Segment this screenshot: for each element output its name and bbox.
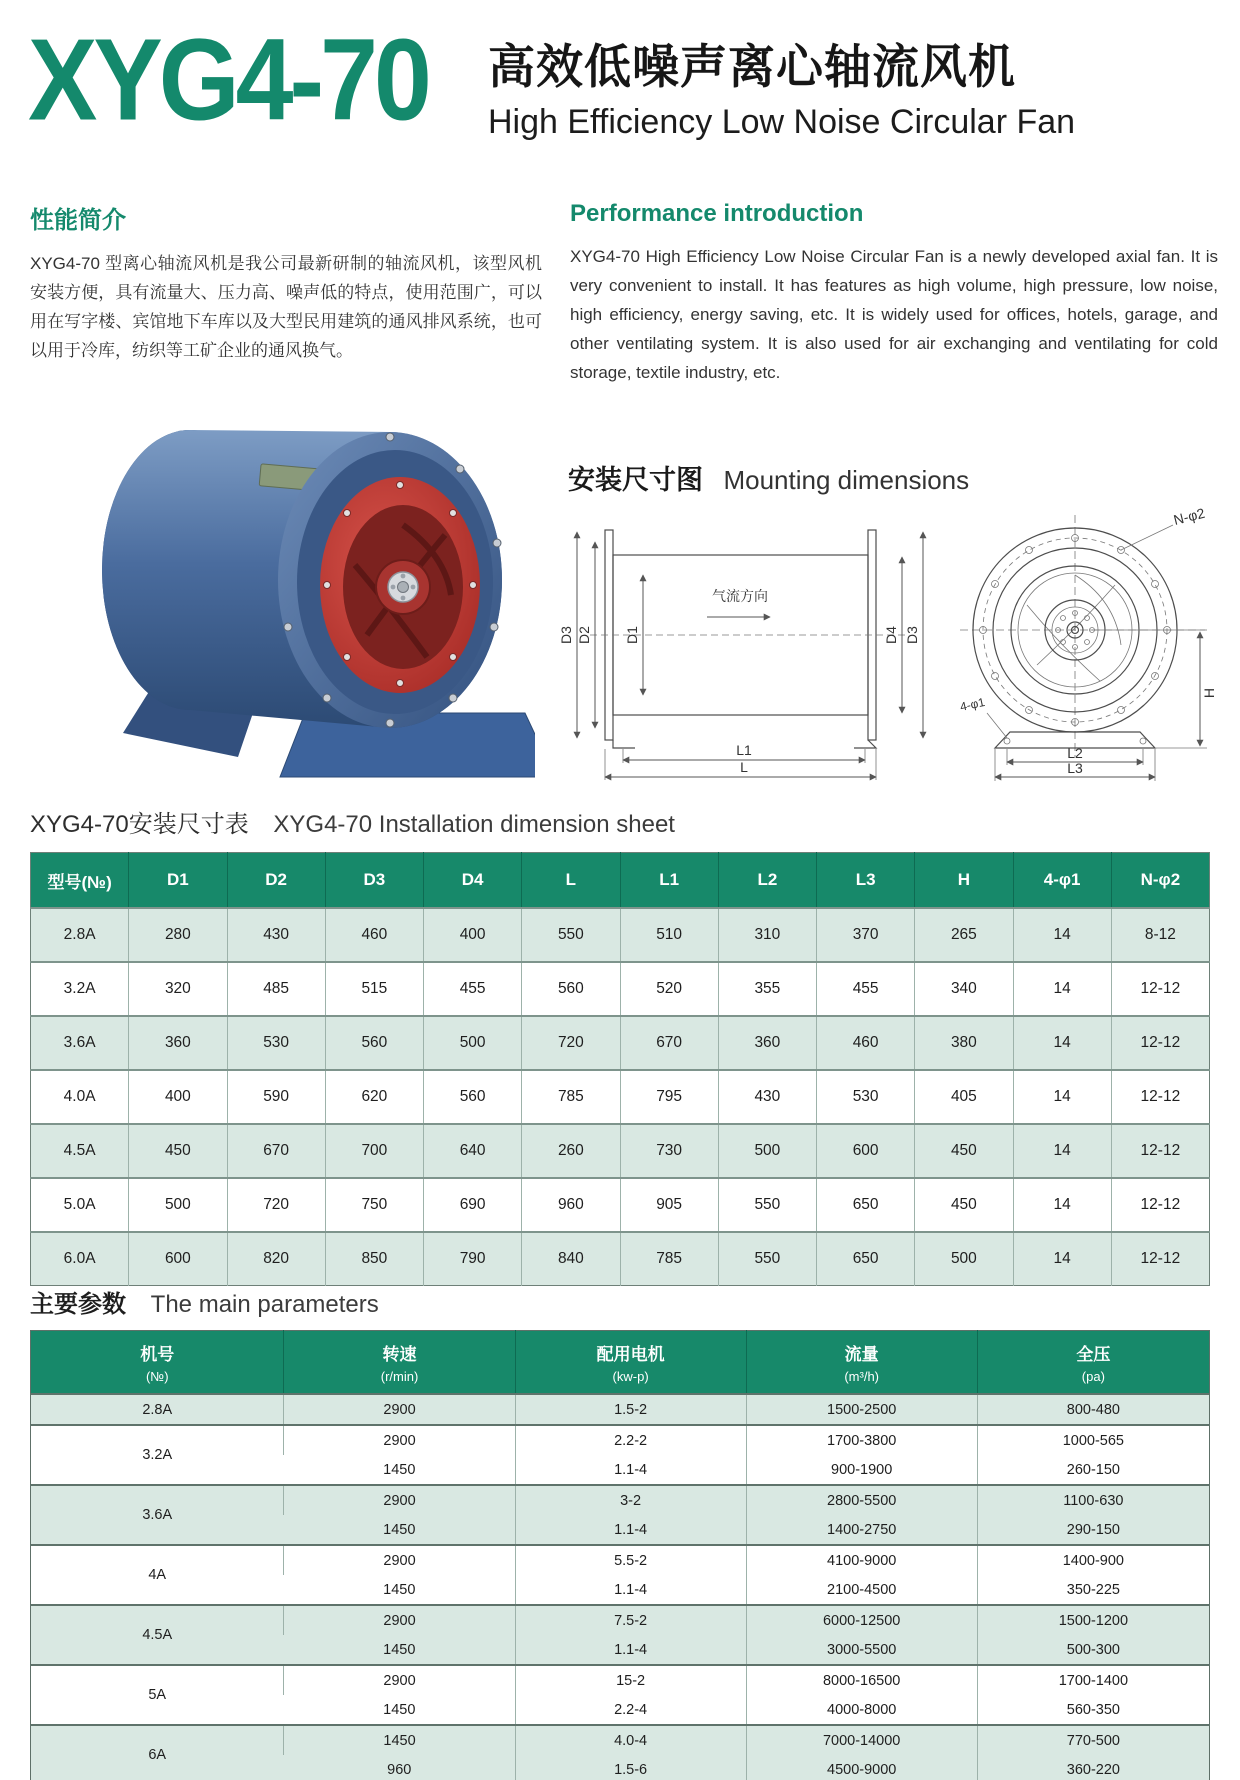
dimension-row xyxy=(31,962,1210,1016)
parameters-row xyxy=(31,1605,1210,1635)
dimension-cell: 265 xyxy=(915,908,1013,962)
dimension-cell: 14 xyxy=(1013,1232,1111,1286)
side-view-drawing xyxy=(558,530,923,780)
dimension-cell: 850 xyxy=(325,1232,423,1286)
dimension-cell: 560 xyxy=(522,962,620,1016)
dimension-cell: 530 xyxy=(227,1016,325,1070)
parameter-cell: 1400-2750 xyxy=(746,1515,977,1545)
mounting-drawings xyxy=(555,505,1240,795)
mounting-heading-zh: 安装尺寸图 xyxy=(568,465,703,495)
parameter-cell: 1.1-4 xyxy=(515,1515,746,1545)
main-parameters-table xyxy=(30,1330,1210,1780)
model-cell: 6A xyxy=(31,1725,284,1780)
dimension-cell: 380 xyxy=(915,1016,1013,1070)
parameter-cell: 1450 xyxy=(284,1515,515,1545)
dimension-column-header: D2 xyxy=(227,853,325,909)
dim-d3-left-label: D3 xyxy=(558,626,574,644)
column-header-unit: (r/min) xyxy=(380,1369,419,1384)
dim-d2-label: D2 xyxy=(576,626,592,644)
dimension-cell: 500 xyxy=(424,1016,522,1070)
dimension-cell: 795 xyxy=(620,1070,718,1124)
dimension-cell: 14 xyxy=(1013,1178,1111,1232)
dimension-cell: 12-12 xyxy=(1111,962,1209,1016)
dim-4-phi1-label: 4-φ1 xyxy=(958,695,987,714)
parameters-column-header xyxy=(31,1331,284,1395)
dimension-cell: 455 xyxy=(817,962,915,1016)
parameters-column-header xyxy=(284,1331,515,1395)
dimension-table-title xyxy=(30,804,675,839)
dimension-cell: 510 xyxy=(620,908,718,962)
parameter-cell: 4500-9000 xyxy=(746,1755,977,1780)
dimension-table-body xyxy=(31,908,1210,1286)
dimension-cell: 430 xyxy=(718,1070,816,1124)
dimension-cell: 12-12 xyxy=(1111,1016,1209,1070)
dimension-cell: 430 xyxy=(227,908,325,962)
page-title-block xyxy=(488,30,1075,142)
parameters-row xyxy=(31,1394,1210,1425)
parameters-row xyxy=(31,1545,1210,1575)
dimension-column-header: 4-φ1 xyxy=(1013,853,1111,909)
model-cell: 5.0A xyxy=(31,1178,129,1232)
parameter-cell: 560-350 xyxy=(977,1695,1209,1725)
parameter-cell: 1450 xyxy=(284,1455,515,1485)
dimension-cell: 280 xyxy=(129,908,227,962)
dimension-cell: 370 xyxy=(817,908,915,962)
dimension-cell: 14 xyxy=(1013,1016,1111,1070)
dimension-cell: 500 xyxy=(915,1232,1013,1286)
dimension-cell: 590 xyxy=(227,1070,325,1124)
parameter-cell: 4.0-4 xyxy=(515,1725,746,1755)
parameter-cell: 2100-4500 xyxy=(746,1575,977,1605)
parameters-table-body xyxy=(31,1394,1210,1780)
column-header-unit: (pa) xyxy=(1081,1369,1105,1384)
model-cell: 3.2A xyxy=(31,962,129,1016)
dimension-cell: 12-12 xyxy=(1111,1070,1209,1124)
dimension-column-header: 型号(№) xyxy=(31,853,129,909)
dimension-column-header: D4 xyxy=(424,853,522,909)
parameter-cell: 1450 xyxy=(284,1695,515,1725)
dimension-cell: 12-12 xyxy=(1111,1124,1209,1178)
dim-d1-label: D1 xyxy=(624,626,640,644)
mounting-heading xyxy=(568,458,969,497)
dimension-row xyxy=(31,908,1210,962)
parameter-cell: 2900 xyxy=(284,1665,515,1695)
dim-l2-label: L2 xyxy=(1067,745,1083,761)
dimension-cell: 960 xyxy=(522,1178,620,1232)
dimension-cell: 12-12 xyxy=(1111,1178,1209,1232)
dimension-cell: 550 xyxy=(522,908,620,962)
model-cell: 2.8A xyxy=(31,908,129,962)
parameter-cell: 1450 xyxy=(284,1635,515,1665)
model-cell: 4.0A xyxy=(31,1070,129,1124)
model-cell: 3.6A xyxy=(31,1016,129,1070)
section-heading-zh: 性能简介 xyxy=(30,207,126,234)
parameter-cell: 350-225 xyxy=(977,1575,1209,1605)
dimension-cell: 360 xyxy=(718,1016,816,1070)
dimension-cell: 515 xyxy=(325,962,423,1016)
dimension-column-header: H xyxy=(915,853,1013,909)
parameter-cell: 3-2 xyxy=(515,1485,746,1515)
parameters-header-row xyxy=(31,1331,1210,1395)
parameters-title xyxy=(30,1284,379,1319)
dimension-cell: 600 xyxy=(817,1124,915,1178)
model-cell: 6.0A xyxy=(31,1232,129,1286)
parameter-cell: 1700-3800 xyxy=(746,1425,977,1455)
dimension-cell: 340 xyxy=(915,962,1013,1016)
dimension-cell: 670 xyxy=(620,1016,718,1070)
dimension-cell: 620 xyxy=(325,1070,423,1124)
parameter-cell: 1450 xyxy=(284,1575,515,1605)
dimension-row xyxy=(31,1178,1210,1232)
section-heading-en: Performance introduction xyxy=(570,200,864,227)
dimension-cell: 14 xyxy=(1013,908,1111,962)
dimension-row xyxy=(31,1232,1210,1286)
parameter-cell: 500-300 xyxy=(977,1635,1209,1665)
dimension-cell: 650 xyxy=(817,1232,915,1286)
parameter-cell: 1500-2500 xyxy=(746,1394,977,1425)
dimension-cell: 14 xyxy=(1013,962,1111,1016)
intro-paragraph-zh: XYG4-70 型离心轴流风机是我公司最新研制的轴流风机，该型风机安装方便，具有流量大、压力高、噪声低的特点，使用范围广，可以用在写字楼、宾馆地下车库以及大型民用建筑的通风排风系统，也可以用于冷库，纺织等工矿企业的通风换气。 xyxy=(30,254,542,360)
dimension-cell: 500 xyxy=(718,1124,816,1178)
dimension-header-row xyxy=(31,853,1210,909)
column-header-unit: (№) xyxy=(145,1369,169,1384)
dimension-cell: 14 xyxy=(1013,1124,1111,1178)
dimension-cell: 400 xyxy=(129,1070,227,1124)
dimension-column-header: L1 xyxy=(620,853,718,909)
dimension-cell: 450 xyxy=(915,1124,1013,1178)
dimension-cell: 720 xyxy=(227,1178,325,1232)
dimension-cell: 310 xyxy=(718,908,816,962)
dimension-cell: 840 xyxy=(522,1232,620,1286)
mounting-heading-en: Mounting dimensions xyxy=(723,465,970,495)
dimension-cell: 450 xyxy=(129,1124,227,1178)
parameter-cell: 1400-900 xyxy=(977,1545,1209,1575)
parameter-cell: 960 xyxy=(284,1755,515,1780)
dimension-column-header: L3 xyxy=(817,853,915,909)
parameter-cell: 5.5-2 xyxy=(515,1545,746,1575)
dimension-cell: 560 xyxy=(424,1070,522,1124)
parameter-cell: 6000-12500 xyxy=(746,1605,977,1635)
parameter-cell: 1000-565 xyxy=(977,1425,1209,1455)
dimension-cell: 600 xyxy=(129,1232,227,1286)
dimension-row xyxy=(31,1124,1210,1178)
parameter-cell: 2800-5500 xyxy=(746,1485,977,1515)
parameter-cell: 1.1-4 xyxy=(515,1635,746,1665)
parameter-cell: 2.2-4 xyxy=(515,1695,746,1725)
page-title-en: High Efficiency Low Noise Circular Fan xyxy=(488,103,1076,141)
parameter-cell: 1100-630 xyxy=(977,1485,1209,1515)
dimension-cell: 670 xyxy=(227,1124,325,1178)
parameters-column-header xyxy=(746,1331,977,1395)
dimension-cell: 785 xyxy=(620,1232,718,1286)
dimension-cell: 320 xyxy=(129,962,227,1016)
dimension-cell: 520 xyxy=(620,962,718,1016)
dimension-column-header: L xyxy=(522,853,620,909)
dim-h-label: H xyxy=(1201,687,1217,699)
dimension-cell: 8-12 xyxy=(1111,908,1209,962)
model-cell: 5A xyxy=(31,1665,284,1725)
model-cell: 3.6A xyxy=(31,1485,284,1545)
parameter-cell: 8000-16500 xyxy=(746,1665,977,1695)
dimension-cell: 460 xyxy=(817,1016,915,1070)
parameter-cell: 1.1-4 xyxy=(515,1455,746,1485)
parameter-cell: 260-150 xyxy=(977,1455,1209,1485)
parameter-cell: 2900 xyxy=(284,1485,515,1515)
dimension-cell: 790 xyxy=(424,1232,522,1286)
parameter-cell: 1.5-6 xyxy=(515,1755,746,1780)
model-title: XYG4-70 xyxy=(28,15,428,146)
intro-paragraph-en: XYG4-70 High Efficiency Low Noise Circular Fan is a newly developed axial fan. It is very convenient to install. It has features as high volume, high pressure, low noise, high efficiency, energy saving, etc. It is widely used for offices, hotels, garage, and other ventilating system. It is also used for air exchanging and ventilating for cold storage, textile industry, etc. xyxy=(570,247,1218,382)
dimension-cell: 650 xyxy=(817,1178,915,1232)
dim-l-label: L xyxy=(740,759,748,775)
dimension-cell: 785 xyxy=(522,1070,620,1124)
dimension-cell: 905 xyxy=(620,1178,718,1232)
dim-l3-label: L3 xyxy=(1067,760,1083,776)
parameter-cell: 1700-1400 xyxy=(977,1665,1209,1695)
parameters-title-en: The main parameters xyxy=(150,1291,379,1318)
parameter-cell: 2900 xyxy=(284,1545,515,1575)
model-cell: 4A xyxy=(31,1545,284,1605)
dimension-cell: 500 xyxy=(129,1178,227,1232)
dimension-cell: 820 xyxy=(227,1232,325,1286)
dimension-cell: 550 xyxy=(718,1178,816,1232)
parameter-cell: 1.5-2 xyxy=(515,1394,746,1425)
dimension-cell: 360 xyxy=(129,1016,227,1070)
airflow-direction-label: 气流方向 xyxy=(712,588,768,604)
parameter-cell: 360-220 xyxy=(977,1755,1209,1780)
parameters-title-zh: 主要参数 xyxy=(30,1291,126,1318)
dim-n-phi2-label: N-φ2 xyxy=(1171,505,1207,528)
parameter-cell: 2900 xyxy=(284,1605,515,1635)
installation-dimension-table xyxy=(30,852,1210,1286)
dimension-cell: 450 xyxy=(915,1178,1013,1232)
dim-l1-label: L1 xyxy=(736,742,752,758)
parameter-cell: 15-2 xyxy=(515,1665,746,1695)
dimension-column-header: L2 xyxy=(718,853,816,909)
parameters-row xyxy=(31,1665,1210,1695)
parameter-cell: 3000-5500 xyxy=(746,1635,977,1665)
dimension-cell: 640 xyxy=(424,1124,522,1178)
dimension-row xyxy=(31,1070,1210,1124)
dimension-drawing xyxy=(555,505,1240,795)
parameter-cell: 1450 xyxy=(284,1725,515,1755)
column-header-name: 转速 xyxy=(382,1345,417,1364)
column-header-name: 全压 xyxy=(1076,1345,1111,1364)
fan-illustration xyxy=(55,395,535,800)
parameter-cell: 800-480 xyxy=(977,1394,1209,1425)
dimension-cell: 455 xyxy=(424,962,522,1016)
parameter-cell: 1.1-4 xyxy=(515,1575,746,1605)
parameter-cell: 770-500 xyxy=(977,1725,1209,1755)
performance-intro-en xyxy=(570,200,1218,387)
dim-d3-right-label: D3 xyxy=(904,626,920,644)
parameters-row xyxy=(31,1425,1210,1455)
column-header-unit: (kw-p) xyxy=(612,1369,649,1384)
column-header-name: 机号 xyxy=(140,1345,175,1364)
page-title-zh: 高效低噪声离心轴流风机 xyxy=(488,40,1016,93)
dimension-cell: 700 xyxy=(325,1124,423,1178)
parameter-cell: 1500-1200 xyxy=(977,1605,1209,1635)
model-cell: 2.8A xyxy=(31,1394,284,1425)
dimension-column-header: D1 xyxy=(129,853,227,909)
model-cell: 4.5A xyxy=(31,1124,129,1178)
parameters-column-header xyxy=(977,1331,1209,1395)
dimension-cell: 485 xyxy=(227,962,325,1016)
dimension-cell: 14 xyxy=(1013,1070,1111,1124)
dimension-column-header: N-φ2 xyxy=(1111,853,1209,909)
column-header-name: 流量 xyxy=(844,1345,879,1364)
dimension-cell: 260 xyxy=(522,1124,620,1178)
parameters-row xyxy=(31,1485,1210,1515)
parameter-cell: 7.5-2 xyxy=(515,1605,746,1635)
parameters-column-header xyxy=(515,1331,746,1395)
dimension-row xyxy=(31,1016,1210,1070)
dimension-cell: 560 xyxy=(325,1016,423,1070)
dimension-cell: 12-12 xyxy=(1111,1232,1209,1286)
model-cell: 3.2A xyxy=(31,1425,284,1485)
parameter-cell: 900-1900 xyxy=(746,1455,977,1485)
parameter-cell: 4000-8000 xyxy=(746,1695,977,1725)
dimension-cell: 730 xyxy=(620,1124,718,1178)
column-header-unit: (m³/h) xyxy=(844,1369,880,1384)
dimension-cell: 720 xyxy=(522,1016,620,1070)
product-photo xyxy=(55,395,535,800)
dimension-table-title-zh: XYG4-70安装尺寸表 xyxy=(30,811,249,838)
dimension-cell: 405 xyxy=(915,1070,1013,1124)
dimension-cell: 530 xyxy=(817,1070,915,1124)
parameter-cell: 4100-9000 xyxy=(746,1545,977,1575)
dimension-cell: 750 xyxy=(325,1178,423,1232)
performance-intro-zh xyxy=(30,200,542,365)
parameter-cell: 2900 xyxy=(284,1425,515,1455)
dimension-table-title-en: XYG4-70 Installation dimension sheet xyxy=(273,811,675,838)
column-header-name: 配用电机 xyxy=(596,1345,665,1364)
dimension-cell: 400 xyxy=(424,908,522,962)
parameters-row xyxy=(31,1725,1210,1755)
parameter-cell: 2.2-2 xyxy=(515,1425,746,1455)
parameter-cell: 7000-14000 xyxy=(746,1725,977,1755)
dimension-cell: 550 xyxy=(718,1232,816,1286)
parameter-cell: 290-150 xyxy=(977,1515,1209,1545)
dimension-cell: 460 xyxy=(325,908,423,962)
dimension-cell: 355 xyxy=(718,962,816,1016)
model-cell: 4.5A xyxy=(31,1605,284,1665)
dimension-table-head xyxy=(31,853,1210,909)
dim-d4-label: D4 xyxy=(883,626,899,644)
front-view-drawing xyxy=(959,505,1217,781)
parameter-cell: 2900 xyxy=(284,1394,515,1425)
dimension-cell: 690 xyxy=(424,1178,522,1232)
dimension-column-header: D3 xyxy=(325,853,423,909)
parameters-table-head xyxy=(31,1331,1210,1395)
